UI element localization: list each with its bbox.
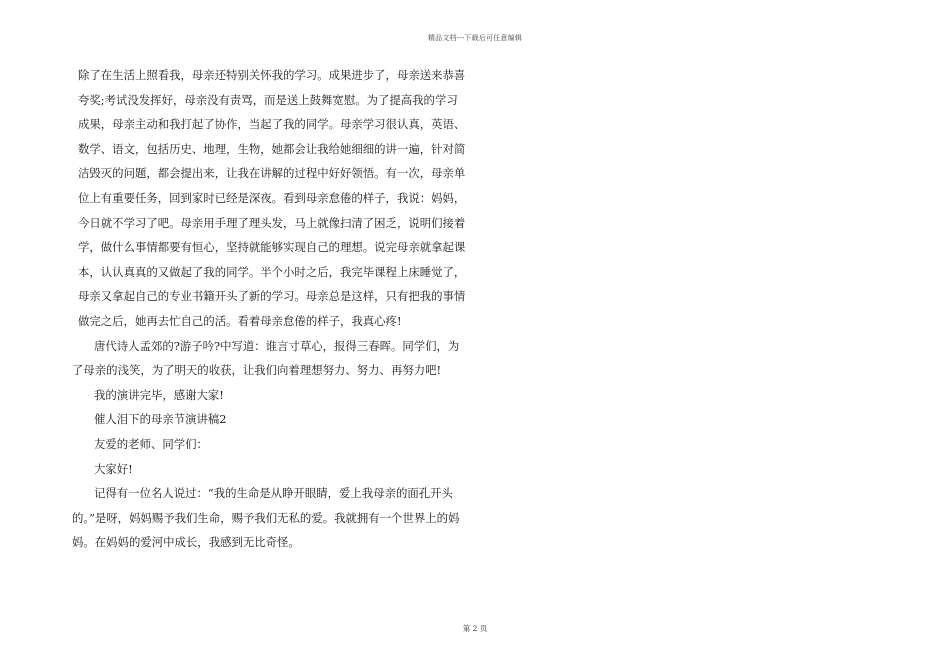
greeting: 大家好! — [94, 461, 133, 476]
header-note: 精品文档---下载后可任意编辑 — [427, 34, 523, 42]
salutation: 友爱的老师、同学们： — [94, 436, 208, 451]
body-paragraph: 记得有一位名人说过：“我的生命是从睁开眼睛，爱上我母亲的面孔开头的。”是呀，妈妈赐予我们生命，赐予我们无私的爱。我就拥有一个世界上的妈妈。在妈妈的爱河中成长，我感到无比奇怪。 — [72, 486, 460, 550]
body-paragraph: 除了在生活上照看我，母亲还特别关怀我的学习。成果进步了，母亲送来恭喜夸奖;考试没发挥好，母亲没有责骂，而是送上鼓舞宽慰。为了提高我的学习成果，母亲主动和我打起了协作，当起了我的同学。母亲学习很认真，英语、数学、语文，包括历史、地理，生物，她都会让我给她细细的讲一遍，针对简洁毁灭的问题，都会提出来，让我在讲解的过程中好好领悟。有一次，母亲单位上有重要任务，回到家时已经是深夜。看到母亲怠倦的样子，我说：妈妈，今日就不学习了吧。母亲用手理了理头发，马上就像扫清了困乏，说明们接着学，做什么事情都要有恒心，坚持就能够实现自己的理想。说完母亲就拿起课本，认认真真的又做起了我的同学。半个小时之后，我完毕课程上床睡觉了，母亲又拿起自己的专业书籍开头了新的学习。母亲总是这样，只有把我的事情做完之后，她再去忙自己的活。看着母亲怠倦的样子，我真心疼! — [78, 68, 466, 328]
body-paragraph: 我的演讲完毕，感谢大家! — [94, 387, 224, 402]
section-title: 催人泪下的母亲节演讲稿2 — [94, 412, 227, 427]
body-paragraph: 唐代诗人孟郊的?游子吟?中写道：谁言寸草心，报得三春晖。同学们，为了母亲的浅笑，为了明天的收获，让我们向着理想努力、努力、再努力吧! — [72, 338, 460, 378]
page-number: 第 2 页 — [462, 624, 488, 633]
document-body — [72, 63, 468, 555]
